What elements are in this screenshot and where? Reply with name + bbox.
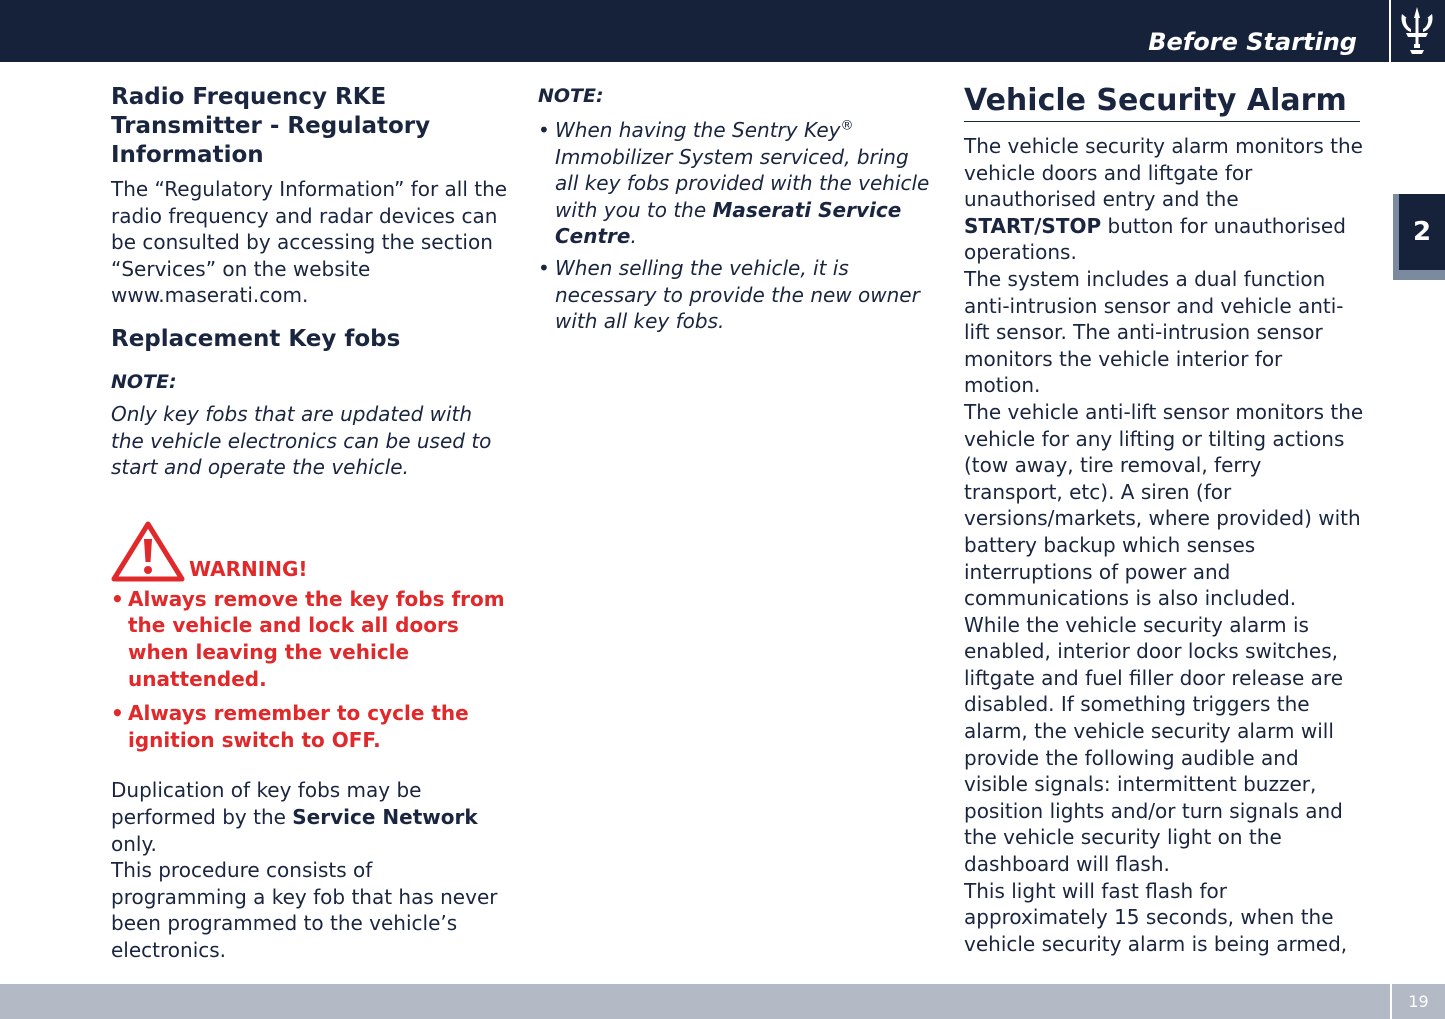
warning-block (111, 519, 511, 583)
alarm-paragraph: The system includes a dual function anti-intrusion sensor and vehicle anti-lift sensor. The anti-intrusion sensor monitors the vehicle interior for motion. (964, 266, 1344, 398)
alarm-paragraph: While the vehicle security alarm is enabled, interior door locks switches, liftgate and fuel filler door release are disabled. If something triggers the alarm, the vehicle security alarm will provide the following audible and visible signals: intermittent buzzer, position lights and/or turn signals and the vehicle security light on the dashboard will flash. (964, 612, 1343, 877)
left-column (111, 83, 511, 963)
note-bullet: • When having the Sentry Key® Immobilizer System serviced, bring all key fobs provided with the vehicle with you to the Maserati Service Centre. (538, 117, 933, 250)
chapter-number: 2 (1399, 194, 1445, 270)
note-label: NOTE: (538, 85, 604, 107)
security-alarm-heading: Vehicle Security Alarm (964, 83, 1360, 122)
note-bullet: • When selling the vehicle, it is necessary to provide the new owner with all key fobs. (538, 255, 933, 335)
right-column (964, 83, 1364, 957)
middle-column (538, 83, 933, 335)
chapter-tab[interactable] (1393, 194, 1445, 280)
header-divider (1389, 0, 1391, 62)
page-number: 19 (1408, 992, 1429, 1011)
maserati-trident-logo (1396, 4, 1438, 58)
footer-bar (0, 984, 1445, 1019)
alarm-paragraph: This light will fast flash for approximately 15 seconds, when the vehicle security alarm is being armed, (964, 878, 1348, 956)
warning-item: • Always remove the key fobs from the vehicle and lock all doors when leaving the vehicle unattended. (111, 586, 511, 692)
duplication-text: Duplication of key fobs may be performed by the Service Network only. (111, 778, 478, 856)
rke-heading: Radio Frequency RKE Transmitter - Regulatory Information (111, 84, 431, 168)
warning-label: WARNING! (189, 556, 308, 581)
start-stop-text: START/STOP (964, 213, 1102, 238)
note-text: Only key fobs that are updated with the vehicle electronics can be used to start and operate the vehicle. (111, 401, 492, 480)
warning-triangle-icon (111, 519, 185, 583)
service-centre-text: Maserati Service Centre (555, 197, 902, 249)
note-label: NOTE: (111, 370, 177, 393)
alarm-paragraph: The vehicle security alarm monitors the vehicle doors and liftgate for unauthorised entry and the START/STOP button for unauthorised operations. (964, 134, 1363, 265)
alarm-paragraph: The vehicle anti-lift sensor monitors the vehicle for any lifting or tilting actions (tow away, tire removal, ferry transport, etc). A siren (for versions/markets, where provided) with battery backup which senses interruptions of power and communications is also included. (964, 399, 1364, 611)
warning-item: • Always remember to cycle the ignition switch to OFF. (111, 700, 511, 753)
section-title: Before Starting (1148, 28, 1357, 56)
service-network-text: Service Network (292, 804, 478, 829)
rke-body: The “Regulatory Information” for all the radio frequency and radar devices can be consulted by accessing the section “Services” on the website www.maserati.com. (111, 177, 508, 308)
procedure-text: This procedure consists of programming a key fob that has never been programmed to the vehicle’s electronics. (111, 858, 498, 962)
replacement-heading: Replacement Key fobs (111, 325, 401, 352)
